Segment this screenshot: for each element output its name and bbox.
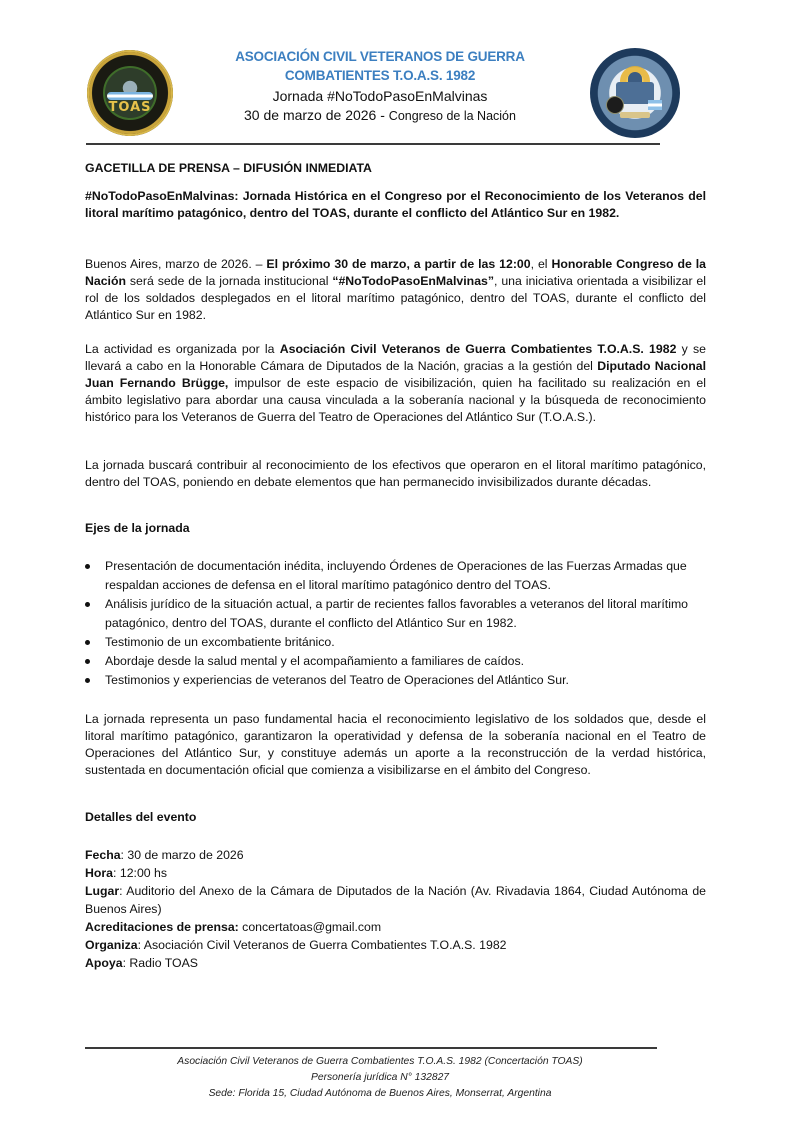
detail-value: : 30 de marzo de 2026: [120, 848, 244, 862]
ejes-list: [85, 557, 706, 690]
detail-label: Hora: [85, 866, 114, 880]
section-heading-ejes: Ejes de la jornada: [85, 521, 190, 535]
detail-acreditaciones: [85, 918, 706, 936]
list-item: [85, 633, 706, 652]
detail-label: Organiza: [85, 938, 138, 952]
paragraph-intro: [85, 256, 706, 324]
list-item: [85, 652, 706, 671]
bold-association-name: Asociación Civil Veteranos de Guerra Combatientes T.O.A.S. 1982: [279, 342, 677, 356]
list-item: [85, 671, 706, 690]
footer-legal-id: Personería jurídica N° 132827: [310, 1072, 450, 1083]
text-run: será sede de la jornada institucional: [126, 274, 333, 288]
footer-organization: Asociación Civil Veteranos de Guerra Combatientes T.O.A.S. 1982 (Concertación TOAS): [177, 1056, 583, 1067]
list-item: [85, 595, 706, 633]
list-item-text: Presentación de documentación inédita, incluyendo Órdenes de Operaciones de las Fuerzas Armadas que respaldan acciones de defensa en el litoral marítimo patagónico dentro del TOAS.: [105, 559, 687, 592]
emblem-toas-text: TOAS: [108, 100, 152, 115]
detail-value: : Radio TOAS: [122, 956, 199, 970]
detail-value: : Asociación Civil Veteranos de Guerra Combatientes T.O.A.S. 1982: [137, 938, 507, 952]
organization-name: [180, 47, 580, 85]
list-item-text: Testimonios y experiencias de veteranos del Teatro de Operaciones del Atlántico Sur.: [105, 673, 569, 687]
bullet-icon: [85, 659, 90, 664]
text-run: , una iniciativa orientada a visibilizar el rol de los soldados desplegados en el litoral marítimo patagónico, dentro del TOAS, durante el conflicto del Atlántico Sur en 1982.: [85, 274, 706, 322]
list-item-text: Análisis jurídico de la situación actual, a partir de recientes fallos favorables a veteranos del litoral marítimo patagónico, dentro del TOAS, durante el conflicto del Atlántico Sur en 1982.: [105, 597, 689, 630]
paragraph-organizers: [85, 341, 706, 426]
paragraph-significance: La jornada representa un paso fundamental hacia el reconocimiento legislativo de los soldados que, desde el litoral marítimo patagónico, garantizaron la operatividad y defensa de la soberanía nacional en el Teatro de Operaciones del Atlántico Sur, y constituye además un aporte a la reconstrucción de la verdad histórica, sustentada en documentación oficial que comienza a visibilizarse en el ámbito del Congreso.: [85, 712, 706, 777]
bullet-icon: [85, 564, 90, 569]
paragraph-purpose: La jornada buscará contribuir al reconocimiento de los efectivos que operaron en el litoral marítimo patagónico, dentro del TOAS, poniendo en debate elementos que han permanecido invisibilizados durante décadas.: [85, 458, 706, 489]
list-item: [85, 557, 706, 595]
text-run: y se llevará a cabo en la Honorable Cámara de Diputados de la Nación, gracias a la gestión del: [85, 342, 706, 373]
bold-event-time: El próximo 30 de marzo, a partir de las 12:00: [266, 257, 531, 271]
text-run: Buenos Aires, marzo de 2026. –: [85, 257, 267, 271]
detail-label: Fecha: [85, 848, 121, 862]
detail-label: Lugar: [85, 884, 120, 898]
argentine-flag-band-icon: [107, 92, 153, 100]
bold-hashtag: “#NoTodoPasoEnMalvinas”: [332, 274, 495, 288]
bullet-icon: [85, 678, 90, 683]
bold-congress-name: Honorable Congreso de la Nación: [85, 257, 706, 288]
text-run: , el: [530, 257, 552, 271]
bold-deputy-name: Diputado Nacional Juan Fernando Brügge,: [85, 359, 707, 390]
detail-apoya: [85, 954, 706, 972]
press-release-label: GACETILLA DE PRENSA – DIFUSIÓN INMEDIATA: [85, 161, 372, 175]
detail-label: Acreditaciones de prensa:: [85, 920, 239, 934]
list-item-text: Testimonio de un excombatiente británico.: [105, 635, 335, 649]
event-details: [85, 846, 706, 972]
organization-name-line1: ASOCIACIÓN CIVIL VETERANOS DE GUERRA: [235, 49, 525, 64]
text-run: La actividad es organizada por la: [85, 342, 280, 356]
event-date: 30 de marzo de 2026: [244, 107, 377, 123]
detail-fecha: [85, 846, 706, 864]
header-divider: [86, 143, 660, 145]
press-release-headline: #NoTodoPasoEnMalvinas: Jornada Histórica en el Congreso por el Reconocimiento de los Veteranos del litoral marítimo patagónico, dentro del TOAS, durante el conflicto del Atlántico Sur en 1982.: [85, 189, 706, 220]
list-item-text: Abordaje desde la salud mental y el acompañamiento a familiares de caídos.: [105, 654, 525, 668]
footer-divider: [85, 1047, 657, 1049]
toas-emblem-logo-icon: [87, 50, 173, 136]
detail-organiza: [85, 936, 706, 954]
event-title: Jornada #NoTodoPasoEnMalvinas: [272, 88, 488, 104]
detail-lugar: [85, 882, 706, 918]
press-email: concertatoas@gmail.com: [238, 920, 382, 934]
footer-address: Sede: Florida 15, Ciudad Autónoma de Buenos Aires, Monserrat, Argentina: [208, 1088, 552, 1099]
event-venue: Congreso de la Nación: [388, 109, 516, 123]
date-separator: -: [376, 107, 389, 123]
bullet-icon: [85, 640, 90, 645]
section-heading-details: Detalles del evento: [85, 810, 197, 824]
detail-label: Apoya: [85, 956, 123, 970]
detail-value: : 12:00 hs: [113, 866, 168, 880]
text-run: impulsor de este espacio de visibilización, quien ha facilitado su realización en el ámbito legislativo para abordar una causa vinculada a la soberanía nacional y la búsqueda de reconocimiento histórico para los Veteranos de Guerra del Teatro de Operaciones del Atlántico Sur (T.O.A.S.).: [85, 376, 706, 424]
argentine-flag-icon: [648, 100, 662, 110]
detail-value: : Auditorio del Anexo de la Cámara de Diputados de la Nación (Av. Rivadavia 1864, Ciudad Autónoma de Buenos Aires): [85, 884, 706, 916]
ribbon-banner-icon: [620, 112, 650, 118]
event-date-venue: [180, 106, 580, 126]
bullet-icon: [85, 602, 90, 607]
detail-hora: [85, 864, 706, 882]
congress-seal-logo-icon: [590, 48, 680, 138]
organization-name-line2: COMBATIENTES T.O.A.S. 1982: [284, 68, 476, 83]
